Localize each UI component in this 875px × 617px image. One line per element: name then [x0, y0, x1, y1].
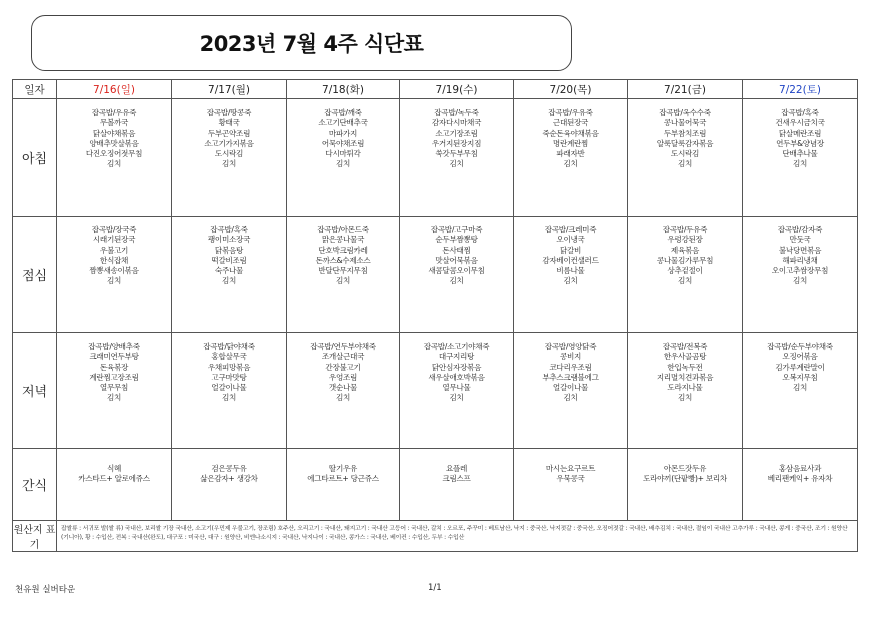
menu-item: 카스타드+ 알로에쥬스	[78, 474, 150, 484]
menu-item: 우렁강된장	[667, 235, 703, 245]
menu-item: 닭안심자장볶음	[431, 362, 482, 372]
menu-cell	[628, 333, 743, 449]
menu-item: 계란찜고장조림	[89, 372, 139, 382]
menu-item: 김치	[563, 276, 578, 286]
menu-item: 쑥갓두부무침	[435, 149, 478, 159]
menu-item: 소고기장조림	[435, 128, 478, 138]
menu-item: 김치	[221, 159, 237, 169]
menu-item: 황태국	[218, 118, 240, 128]
menu-item: 크림스프	[442, 474, 471, 484]
menu-item: 잡곡밥/옥수수죽	[659, 108, 711, 117]
menu-item: 열무무침	[99, 383, 129, 393]
menu-cell	[287, 333, 400, 449]
menu-cell	[57, 333, 172, 449]
menu-item: 김치	[221, 393, 237, 403]
menu-item: 김치	[449, 159, 464, 169]
footer-org: 천유원 실버타운	[15, 585, 76, 595]
menu-item: 콩나물김가루무침	[656, 255, 714, 265]
menu-item: 우채피망볶음	[207, 362, 251, 372]
menu-item: 감자베이컨샐러드	[542, 255, 599, 265]
menu-item: 김치	[563, 393, 578, 403]
menu-item: 닭살메란조림	[778, 128, 822, 138]
menu-item: 김가루계란말이	[775, 362, 825, 372]
menu-item: 맛살어묵볶음	[435, 255, 478, 265]
menu-item: 두부곤약조림	[207, 128, 251, 138]
menu-item: 감자다시마채국	[431, 118, 482, 128]
menu-item: 시래기된장국	[92, 235, 136, 245]
menu-item: 김치	[677, 159, 693, 169]
menu-item: 팽이미소장국	[207, 235, 251, 245]
menu-item: 잡곡밥/닭야채죽	[203, 342, 255, 351]
origin-row	[13, 521, 858, 552]
menu-item: 명란계란찜	[552, 138, 589, 148]
menu-item: 반달단무지무침	[318, 266, 368, 276]
menu-cell	[172, 333, 287, 449]
menu-item: 잡곡밥/영양닭죽	[544, 342, 597, 351]
page-title: 2023년 7월 4주 식단표	[199, 32, 424, 56]
day-header-mon: 7/17(월)	[172, 80, 287, 99]
menu-item: 소고기가지볶음	[204, 138, 254, 148]
menu-cell	[514, 333, 628, 449]
menu-item: 도시락김	[670, 149, 700, 159]
menu-item: 잡곡밥/감자죽	[777, 225, 823, 234]
menu-table	[12, 79, 858, 552]
origin-label: 원산지 표기	[13, 521, 57, 552]
menu-item: 연두부&양념장	[776, 138, 824, 148]
page-number: 1/1	[428, 583, 442, 593]
menu-item: 순두부짬뽕탕	[435, 235, 478, 245]
menu-item: 잡곡밥/크레미죽	[544, 225, 597, 234]
menu-item: 잡곡밥/양배추죽	[88, 342, 140, 351]
menu-item: 대구지리탕	[438, 352, 475, 362]
origin-text: 잡쌀류 : 서귀포 발(쌀 류) 국내산, 보리쌀 기장 국내산, 소고기(우민제 우불고기, 장조림) 호주산, 오리고기 : 국내산, 돼지고기 : 국내산 고등어 : 국내산, 갈치 : 오르포, 주꾸미 : 베트남산, 낙지 : 중국산, 낙지젓갈 : 중국산, 오징어젓갈 : 국내산, 배추김치 : 국내산, 절임이 국내산 고추가루 : 국내산, 콩게 : 중국산, 조기 : 원양산(기니아), 황 : 수입산, 전복 : 국내산(완도), 대구포 : 미국산, 대구 : 원양산, 비엔나소시지 : 국내산, 낙지나이 : 국내산, 콩가스 : 국내산, 베이컨 : 수입산, 두부 : 수입산	[57, 521, 858, 552]
menu-item: 어묵야채조림	[321, 138, 365, 148]
menu-cell	[514, 217, 628, 333]
menu-item: 만둣국	[789, 235, 811, 245]
menu-item: 오복지무침	[782, 372, 818, 382]
title-box	[31, 15, 572, 71]
header-row	[13, 80, 858, 99]
menu-cell	[400, 449, 514, 521]
menu-cell	[57, 449, 172, 521]
menu-item: 떡갈비조림	[211, 255, 247, 265]
menu-item: 열무나물	[442, 383, 471, 393]
menu-item: 식혜	[106, 464, 122, 473]
menu-item: 간장불고기	[325, 362, 361, 372]
meal-label-dinner: 저녁	[13, 333, 57, 449]
menu-item: 제육볶음	[670, 245, 700, 255]
menu-item: 잡곡밥/녹두죽	[434, 108, 479, 117]
menu-cell	[743, 449, 858, 521]
menu-item: 근대된장국	[552, 118, 589, 128]
menu-cell	[743, 217, 858, 333]
menu-item: 우거지된장지짐	[431, 138, 482, 148]
menu-item: 김치	[563, 159, 578, 169]
menu-item: 무볼까국	[99, 118, 129, 128]
menu-item: 부추스크램블에그	[542, 372, 599, 382]
menu-item: 에그타르트+ 당근쥬스	[307, 474, 379, 484]
menu-item: 우엉조림	[328, 372, 358, 382]
menu-item: 김치	[335, 159, 351, 169]
menu-item: 코다리우조림	[549, 362, 592, 372]
menu-item: 도시락김	[214, 149, 244, 159]
meal-row-snack	[13, 449, 858, 521]
menu-item: 베리팬케익+ 유자차	[767, 474, 833, 484]
menu-cell	[287, 449, 400, 521]
menu-cell	[400, 333, 514, 449]
menu-item: 다진오징어젓무침	[85, 149, 143, 159]
menu-cell	[400, 99, 514, 217]
menu-item: 홍삼음료사과	[778, 464, 822, 473]
menu-item: 마파가지	[328, 128, 358, 138]
menu-item: 잡곡밥/연두부야채죽	[310, 342, 376, 351]
menu-item: 요플레	[445, 464, 468, 473]
menu-item: 잡곡밥/깨죽	[324, 108, 362, 117]
menu-cell	[514, 99, 628, 217]
menu-item: 검은콩두유	[211, 464, 247, 473]
menu-cell	[400, 217, 514, 333]
menu-cell	[628, 217, 743, 333]
menu-cell	[743, 99, 858, 217]
menu-item: 김치	[792, 159, 808, 169]
menu-item: 고구마맛탕	[211, 372, 247, 382]
menu-item: 소고기단배추국	[318, 118, 368, 128]
menu-item: 김치	[792, 276, 808, 286]
menu-item: 불낙당면볶음	[778, 245, 822, 255]
menu-item: 단배추나물	[782, 149, 818, 159]
menu-item: 파래자반	[556, 149, 585, 159]
menu-item: 다시마튀각	[325, 149, 361, 159]
day-header-sat: 7/22(토)	[743, 80, 858, 99]
meal-label-snack: 간식	[13, 449, 57, 521]
day-header-tue: 7/18(화)	[287, 80, 400, 99]
day-header-fri: 7/21(금)	[628, 80, 743, 99]
menu-item: 알룩달룩감자볶음	[656, 138, 714, 148]
menu-item: 잡곡밥/우유죽	[91, 108, 137, 117]
menu-item: 건새우시금치국	[775, 118, 825, 128]
menu-item: 단호박크림카레	[318, 245, 368, 255]
menu-item: 잡곡밥/소고기야채죽	[423, 342, 490, 351]
menu-item: 오이냉국	[556, 235, 585, 245]
menu-item: 김치	[335, 276, 351, 286]
menu-cell	[287, 99, 400, 217]
menu-item: 우불고기	[99, 245, 129, 255]
menu-item: 잡곡밥/우유죽	[548, 108, 593, 117]
menu-cell	[743, 333, 858, 449]
menu-item: 해파리냉채	[782, 255, 818, 265]
menu-item: 새우살애호박볶음	[428, 372, 485, 382]
menu-item: 양배추맛살볶음	[89, 138, 139, 148]
meal-row-lunch	[13, 217, 858, 333]
menu-cell	[628, 99, 743, 217]
menu-item: 잡곡밥/고구마죽	[430, 225, 483, 234]
menu-item: 오징어볶음	[782, 352, 818, 362]
menu-item: 얼갈이나물	[552, 383, 589, 393]
meal-label-lunch: 점심	[13, 217, 57, 333]
menu-item: 크래미연두부탕	[89, 352, 139, 362]
meal-row-dinner	[13, 333, 858, 449]
menu-item: 우묵콩국	[556, 474, 585, 484]
menu-item: 김치	[335, 393, 351, 403]
menu-item: 잡곡밥/땅콩죽	[206, 108, 252, 117]
menu-item: 잡곡밥/흑죽	[781, 108, 819, 117]
menu-item: 돈육볶장	[99, 362, 129, 372]
meal-row-breakfast	[13, 99, 858, 217]
menu-item: 잡곡밥/흑죽	[210, 225, 248, 234]
menu-cell	[57, 99, 172, 217]
menu-cell	[287, 217, 400, 333]
menu-item: 삶은감자+ 생강차	[200, 474, 258, 484]
day-header-sun: 7/16(일)	[57, 80, 172, 99]
menu-item: 두부참치조림	[663, 128, 707, 138]
menu-item: 비름나물	[556, 266, 585, 276]
menu-item: 김치	[106, 393, 122, 403]
menu-item: 죽순돈육야채볶음	[542, 128, 599, 138]
menu-item: 지리멸치견과볶음	[656, 372, 714, 382]
menu-item: 김치	[106, 276, 122, 286]
menu-item: 김치	[449, 393, 464, 403]
menu-item: 숙주나물	[214, 266, 244, 276]
menu-cell	[172, 217, 287, 333]
day-header-thu: 7/20(목)	[514, 80, 628, 99]
menu-item: 김치	[792, 383, 808, 393]
menu-item: 홍합살무국	[211, 352, 247, 362]
menu-item: 한입녹두전	[667, 362, 703, 372]
menu-item: 도라야끼(단팥빵)+ 보리차	[643, 474, 727, 484]
menu-item: 한우사골곰탕	[663, 352, 707, 362]
menu-item: 한식잡채	[99, 255, 129, 265]
menu-item: 아몬드잣두유	[663, 464, 707, 473]
menu-cell	[172, 449, 287, 521]
menu-item: 잡곡밥/두유죽	[662, 225, 708, 234]
menu-item: 잡곡밥/아몬드죽	[317, 225, 369, 234]
menu-item: 닭살야채볶음	[92, 128, 136, 138]
menu-item: 상추겉절이	[667, 266, 703, 276]
menu-item: 돈까스&수제소스	[315, 255, 371, 265]
menu-item: 새콤달콤오이무침	[428, 266, 485, 276]
menu-item: 김치	[677, 276, 693, 286]
menu-item: 닭볶음탕	[214, 245, 244, 255]
date-label: 일자	[13, 80, 57, 99]
menu-item: 맑은콩나물국	[321, 235, 365, 245]
menu-item: 잡곡밥/전복죽	[662, 342, 708, 351]
menu-item: 김치	[106, 159, 122, 169]
menu-item: 오이고추쌈장무침	[771, 266, 829, 276]
menu-item: 갯순나물	[328, 383, 358, 393]
menu-item: 얼갈이나물	[211, 383, 247, 393]
menu-cell	[514, 449, 628, 521]
menu-item: 김치	[677, 393, 693, 403]
menu-item: 잡곡밥/순두부야채죽	[767, 342, 833, 351]
menu-item: 마시는요구르트	[545, 464, 596, 473]
menu-item: 잡곡밥/장국죽	[91, 225, 137, 234]
menu-item: 김치	[221, 276, 237, 286]
menu-item: 돈사태찜	[442, 245, 471, 255]
day-header-wed: 7/19(수)	[400, 80, 514, 99]
meal-label-breakfast: 아침	[13, 99, 57, 217]
menu-item: 김치	[449, 276, 464, 286]
menu-item: 닭갈비	[559, 245, 582, 255]
menu-item: 콩비지	[559, 352, 582, 362]
menu-cell	[57, 217, 172, 333]
menu-item: 도라지나물	[667, 383, 703, 393]
menu-item: 딸기우유	[328, 464, 358, 473]
menu-cell	[628, 449, 743, 521]
menu-cell	[172, 99, 287, 217]
menu-item: 조개살근대국	[321, 352, 365, 362]
menu-item: 짬뽕새송이볶음	[89, 266, 139, 276]
menu-item: 콩나물어묵국	[663, 118, 707, 128]
